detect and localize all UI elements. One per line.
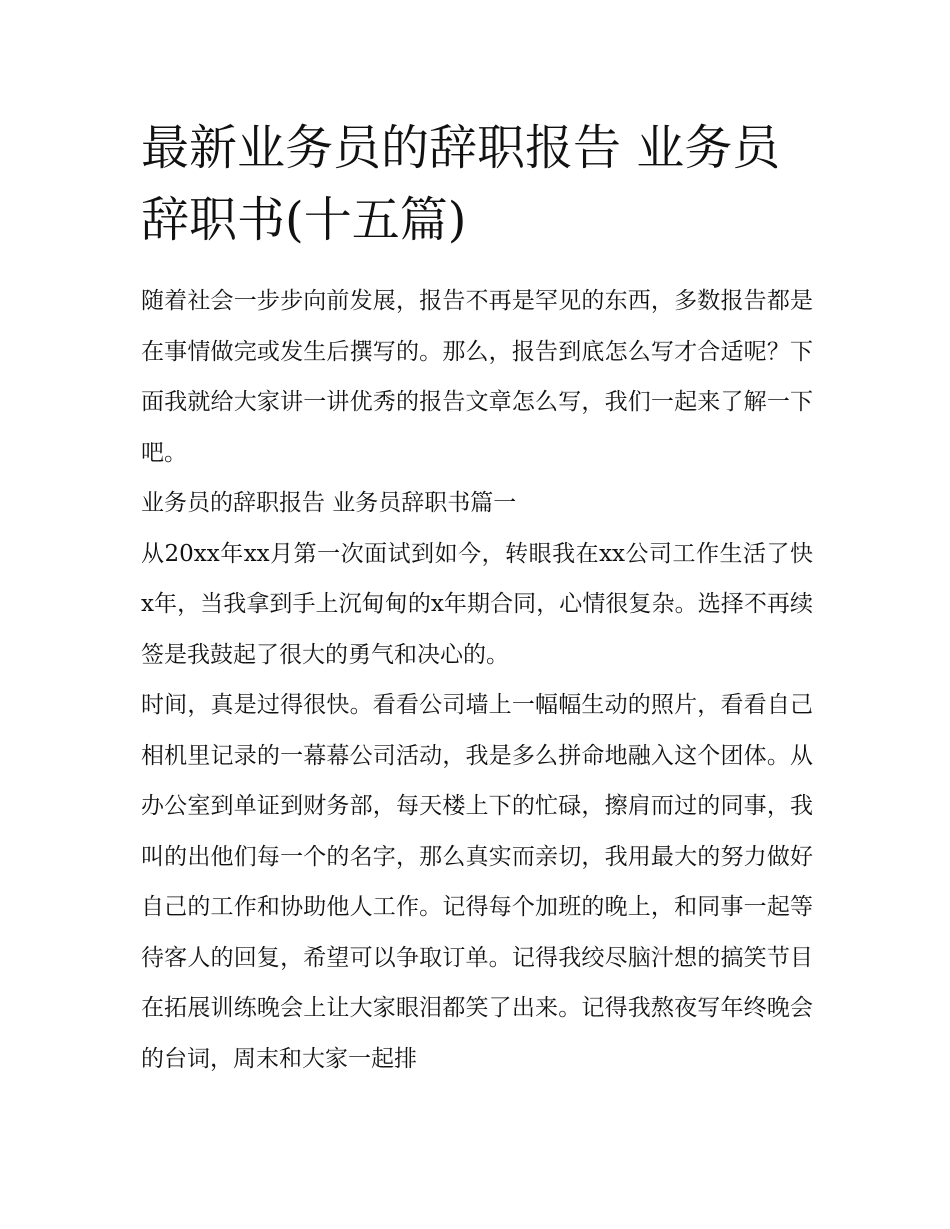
body-paragraph: 时间，真是过得很快。看看公司墙上一幅幅生动的照片，看看自己相机里记录的一幕幕公司活动，我是多么拼命地融入这个团体。从办公室到单证到财务部，每天楼上下的忙碌，擦肩而过的同事，我叫的出他们每一个的名字，那么真实而亲切，我用最大的努力做好自己的工作和协助他人工作。记得每个加班的晚上，和同事一起等待客人的回复，希望可以争取订单。记得我绞尽脑汁想的搞笑节目在拓展训练晚会上让大家眼泪都笑了出来。记得我熬夜写年终晚会的台词，周末和大家一起排 (141, 692, 813, 1072)
intro-paragraph: 随着社会一步步向前发展，报告不再是罕见的东西，多数报告都是在事情做完或发生后撰写的。那么，报告到底怎么写才合适呢？下面我就给大家讲一讲优秀的报告文章怎么写，我们一起来了解一下吧。 (141, 288, 813, 466)
document-title: 最新业务员的辞职报告 业务员辞职书(十五篇) (141, 120, 781, 248)
document-body (141, 112, 813, 1084)
section-heading: 业务员的辞职报告 业务员辞职书篇一 (141, 490, 517, 516)
body-paragraph: 从20xx年xx月第一次面试到如今，转眼我在xx公司工作生活了快x年，当我拿到手上沉甸甸的x年期合同，心情很复杂。选择不再续签是我鼓起了很大的勇气和决心的。 (141, 540, 813, 668)
